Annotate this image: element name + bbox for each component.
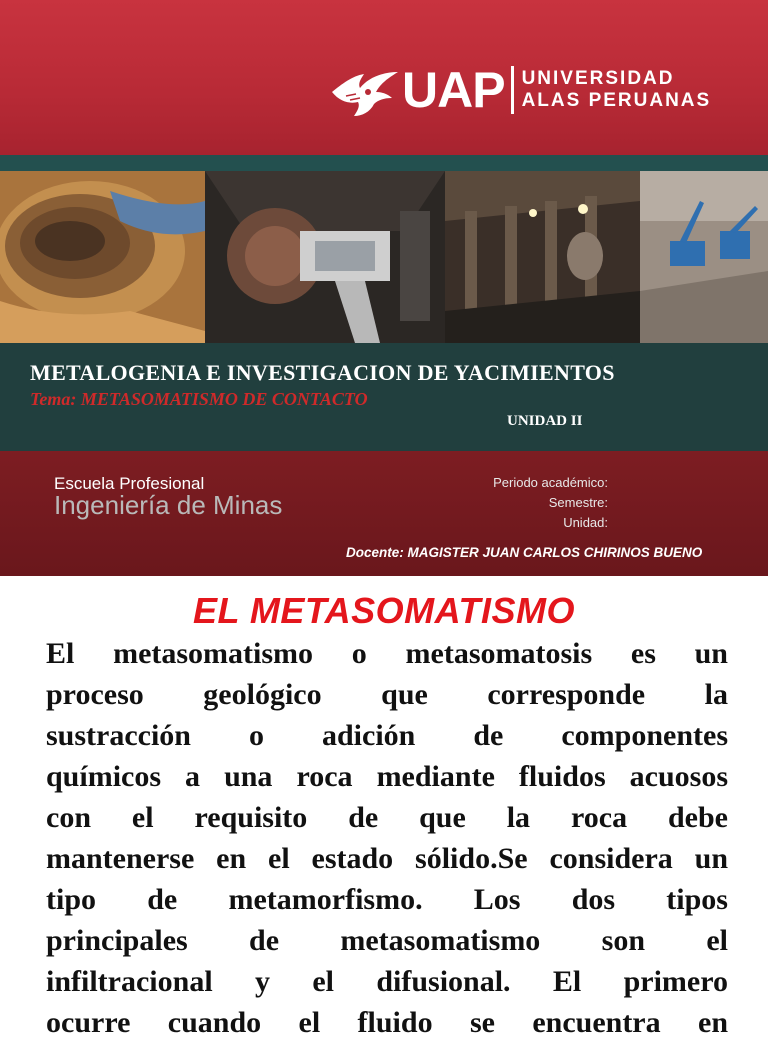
semester-label: Semestre: — [548, 495, 608, 510]
brand-short: UAP — [402, 62, 505, 118]
surface-mining-equipment-photo — [640, 171, 768, 343]
university-name — [522, 68, 712, 112]
school-label: Escuela Profesional — [54, 474, 205, 493]
university-line-2: ALAS PERUANAS — [521, 90, 712, 111]
teal-stripe — [0, 155, 768, 171]
body-line: mantenerse en el estado sólido.Se considera un — [46, 842, 728, 875]
university-line-1: UNIVERSIDAD — [521, 68, 675, 89]
logo-divider — [511, 66, 514, 114]
bird-logo-icon — [330, 62, 400, 118]
course-title: METALOGENIA E INVESTIGACION DE YACIMIENTOS — [30, 360, 615, 385]
section-title: EL METASOMATISMO — [193, 590, 575, 631]
mining-photo-strip — [0, 171, 768, 343]
uap-logo — [330, 60, 711, 120]
body-line: químicos a una roca mediante fluidos acuosos — [46, 760, 728, 793]
teacher-line: Docente: MAGISTER JUAN CARLOS CHIRINOS BUENO — [346, 545, 703, 560]
body-line: con el requisito de que la roca debe — [46, 801, 728, 834]
period-label: Periodo académico: — [493, 475, 608, 490]
body-line: tipo de metamorfismo. Los dos tipos — [46, 883, 728, 916]
tunnel-boring-machine-photo — [205, 171, 445, 343]
body-line: infiltracional y el difusional. El primero — [46, 965, 728, 998]
unit-info-label: Unidad: — [563, 515, 608, 530]
body-line: proceso geológico que corresponde la — [46, 678, 728, 711]
underground-miners-photo — [445, 171, 640, 343]
body-paragraph — [46, 633, 728, 1043]
body-line: ocurre cuando el fluido se encuentra en — [46, 1006, 728, 1039]
body-line: sustracción o adición de componentes — [46, 719, 728, 752]
header-banner — [0, 0, 768, 155]
body-line: principales de metasomatismo son el — [46, 924, 728, 957]
topic-line: Tema: METASOMATISMO DE CONTACTO — [30, 389, 368, 409]
open-pit-mine-photo — [0, 171, 205, 343]
school-name: Ingeniería de Minas — [54, 490, 283, 520]
unit-label: UNIDAD II — [507, 413, 583, 429]
body-line: El metasomatismo o metasomatosis es un — [46, 637, 728, 670]
